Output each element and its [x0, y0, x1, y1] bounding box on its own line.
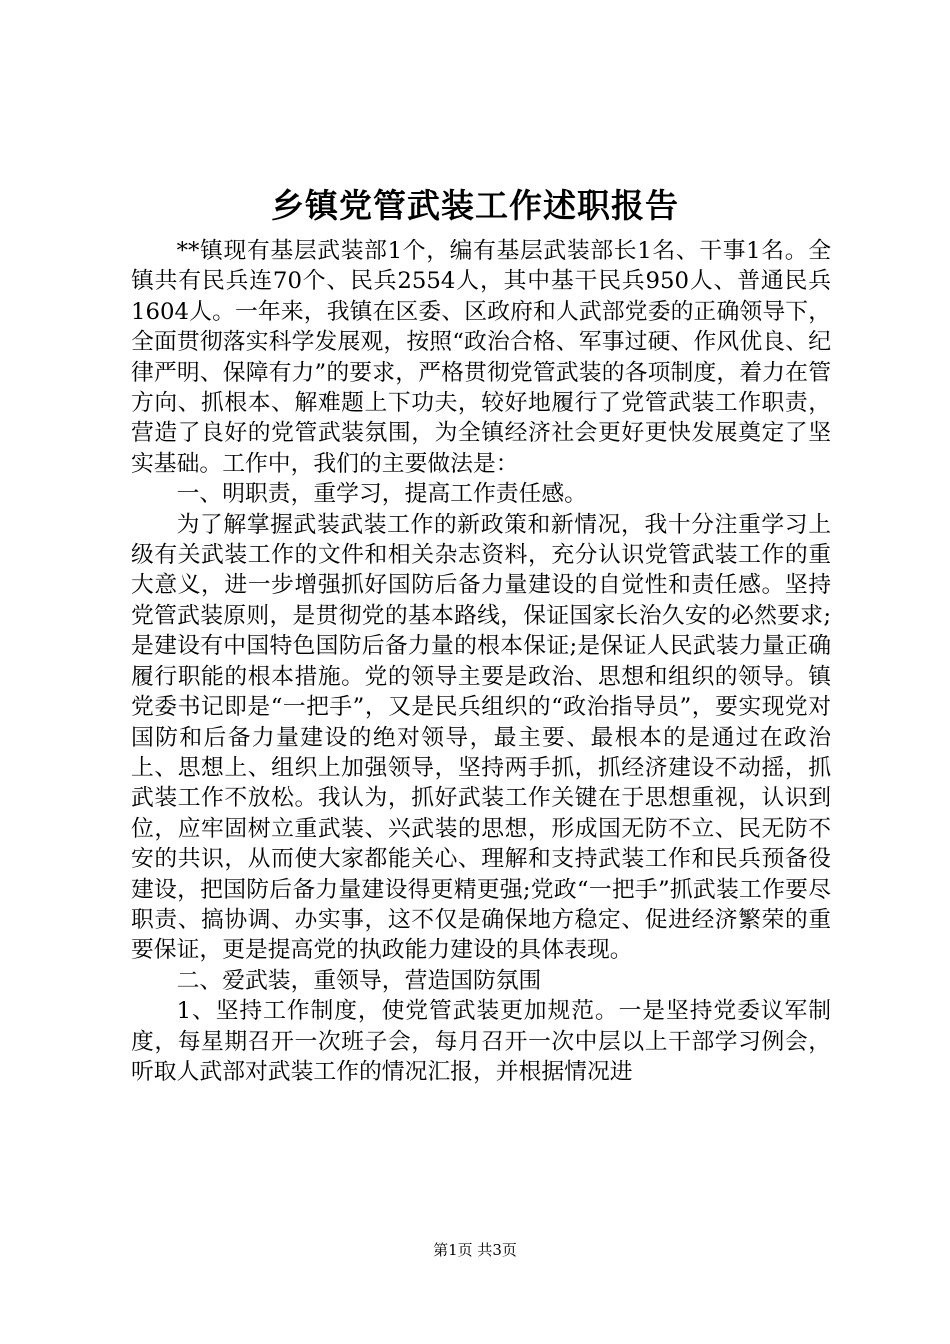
document-body — [131, 236, 831, 1087]
section-heading-2: 二、爱武装，重领导，营造国防氛围 — [176, 967, 542, 994]
paragraph-section-1: 为了解掌握武装武装工作的新政策和新情况，我十分注重学习上级有关武装工作的文件和相关杂志资料，充分认识党管武装工作的重大意义，进一步增强抓好国防后备力量建设的自觉性和责任感。坚持党管武装原则，是贯彻党的基本路线，保证国家长治久安的必然要求;是建设有中国特色国防后备力量的根本保证;是保证人民武装力量正确履行职能的根本措施。党的领导主要是政治、思想和组织的领导。镇党委书记即是“一把手”，又是民兵组织的“政治指导员”，要实现党对国防和后备力量建设的绝对领导，最主要、最根本的是通过在政治上、思想上、组织上加强领导，坚持两手抓，抓经济建设不动摇，抓武装工作不放松。我认为，抓好武装工作关键在于思想重视，认识到位，应牢固树立重武装、兴武装的思想，形成国无防不立、民无防不安的共识，从而使大家都能关心、理解和支持武装工作和民兵预备役建设，把国防后备力量建设得更精更强;党政“一把手”抓武装工作要尽职责、搞协调、办实事，这不仅是确保地方稳定、促进经济繁荣的重要保证，更是提高党的执政能力建设的具体表现。 — [131, 511, 831, 964]
section-heading-1: 一、明职责，重学习，提高工作责任感。 — [176, 481, 587, 508]
paragraph-section-2-item-1: 1、坚持工作制度，使党管武装更加规范。一是坚持党委议军制度，每星期召开一次班子会，每月召开一次中层以上干部学习例会，听取人武部对武装工作的情况汇报，并根据情况进 — [131, 998, 831, 1085]
page-number-footer: 第1页 共3页 — [433, 1241, 517, 1259]
document-title: 乡镇党管武装工作述职报告 — [271, 186, 679, 225]
paragraph-intro: **镇现有基层武装部1个，编有基层武装部长1名、干事1名。全镇共有民兵连70个、民兵2554人，其中基干民兵950人、普通民兵1604人。一年来，我镇在区委、区政府和人武部党委的正确领导下，全面贯彻落实科学发展观，按照“政治合格、军事过硬、作风优良、纪律严明、保障有力”的要求，严格贯彻党管武装的各项制度，着力在管方向、抓根本、解难题上下功夫，较好地履行了党管武装工作职责，营造了良好的党管武装氛围，为全镇经济社会更好更快发展奠定了坚实基础。工作中，我们的主要做法是： — [131, 238, 831, 477]
